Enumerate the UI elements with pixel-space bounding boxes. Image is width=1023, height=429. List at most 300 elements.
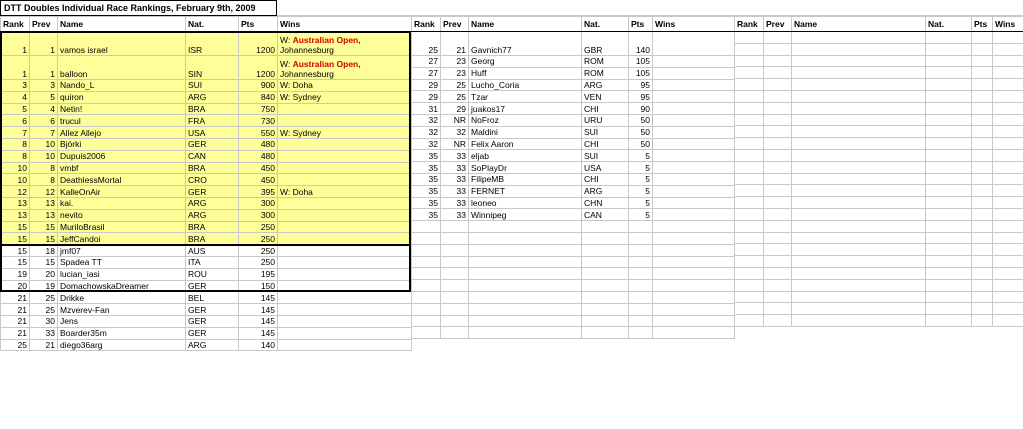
rank-cell[interactable] [412,221,441,233]
pts-cell[interactable] [972,114,993,126]
rank-cell[interactable]: 4 [1,91,30,103]
pts-cell[interactable] [972,208,993,220]
wins-cell[interactable] [278,280,412,292]
pts-cell[interactable]: 5 [629,173,653,185]
rank-cell[interactable]: 35 [412,150,441,162]
rank-cell[interactable] [735,67,764,79]
pts-cell[interactable]: 50 [629,114,653,126]
name-cell[interactable] [792,161,926,173]
wins-cell[interactable] [278,327,412,339]
pts-cell[interactable]: 250 [239,245,278,257]
name-cell[interactable]: quiron [58,91,186,103]
col-prev[interactable]: Prev [30,17,58,32]
wins-cell[interactable] [993,267,1023,279]
name-cell[interactable] [469,232,582,244]
nat-cell[interactable] [926,114,972,126]
wins-cell[interactable] [278,197,412,209]
wins-cell[interactable]: W: Doha [278,80,412,92]
wins-cell[interactable] [993,138,1023,150]
wins-cell[interactable] [653,56,735,68]
nat-cell[interactable] [926,126,972,138]
nat-cell[interactable]: CHN [582,197,629,209]
name-cell[interactable] [792,149,926,161]
rank-cell[interactable] [412,268,441,280]
pts-cell[interactable] [972,90,993,102]
prev-cell[interactable] [764,303,792,315]
pts-cell[interactable]: 840 [239,91,278,103]
pts-cell[interactable]: 140 [629,32,653,56]
nat-cell[interactable]: VEN [582,91,629,103]
rank-cell[interactable] [735,161,764,173]
rank-cell[interactable] [735,114,764,126]
nat-cell[interactable] [926,197,972,209]
name-cell[interactable] [469,303,582,315]
wins-cell[interactable] [993,256,1023,268]
rank-cell[interactable] [735,232,764,244]
name-cell[interactable] [792,126,926,138]
wins-cell[interactable] [653,103,735,115]
wins-cell[interactable] [993,102,1023,114]
pts-cell[interactable] [629,221,653,233]
rank-cell[interactable] [735,220,764,232]
wins-cell[interactable] [653,327,735,339]
nat-cell[interactable]: CHI [582,103,629,115]
prev-cell[interactable]: NR [441,114,469,126]
prev-cell[interactable]: 33 [441,162,469,174]
rank-cell[interactable]: 10 [1,174,30,186]
rank-cell[interactable]: 20 [1,280,30,292]
rank-cell[interactable] [412,256,441,268]
pts-cell[interactable]: 395 [239,186,278,198]
wins-cell[interactable] [653,79,735,91]
nat-cell[interactable]: URU [582,114,629,126]
name-cell[interactable]: eljab [469,150,582,162]
pts-cell[interactable]: 5 [629,185,653,197]
pts-cell[interactable] [972,197,993,209]
wins-cell[interactable] [993,90,1023,102]
rank-cell[interactable] [735,126,764,138]
name-cell[interactable] [792,279,926,291]
prev-cell[interactable]: 8 [30,162,58,174]
name-cell[interactable] [792,138,926,150]
prev-cell[interactable] [764,208,792,220]
prev-cell[interactable]: 33 [441,173,469,185]
name-cell[interactable] [469,327,582,339]
pts-cell[interactable]: 900 [239,80,278,92]
nat-cell[interactable]: ARG [186,197,239,209]
rank-cell[interactable]: 29 [412,91,441,103]
prev-cell[interactable] [764,256,792,268]
name-cell[interactable]: JeffCandoi [58,233,186,245]
pts-cell[interactable] [972,279,993,291]
rank-cell[interactable]: 5 [1,103,30,115]
wins-cell[interactable] [653,32,735,56]
rank-cell[interactable]: 1 [1,56,30,80]
name-cell[interactable] [792,220,926,232]
prev-cell[interactable]: 25 [441,91,469,103]
col-pts[interactable]: Pts [629,17,653,32]
rank-cell[interactable]: 32 [412,138,441,150]
rank-cell[interactable] [735,149,764,161]
wins-cell[interactable] [278,32,412,56]
wins-cell[interactable] [278,209,412,221]
nat-cell[interactable]: GER [186,327,239,339]
wins-cell[interactable] [653,138,735,150]
pts-cell[interactable] [629,327,653,339]
pts-cell[interactable] [972,67,993,79]
name-cell[interactable]: Maldini [469,126,582,138]
nat-cell[interactable]: ARG [186,91,239,103]
nat-cell[interactable] [926,291,972,303]
col-rank[interactable]: Rank [412,17,441,32]
pts-cell[interactable] [629,315,653,327]
nat-cell[interactable] [926,79,972,91]
wins-cell[interactable] [278,304,412,316]
wins-cell[interactable] [653,291,735,303]
prev-cell[interactable] [764,232,792,244]
rank-cell[interactable]: 35 [412,173,441,185]
prev-cell[interactable] [764,315,792,327]
wins-cell[interactable] [278,221,412,233]
nat-cell[interactable] [926,244,972,256]
rank-cell[interactable] [735,32,764,44]
prev-cell[interactable] [764,79,792,91]
nat-cell[interactable] [926,67,972,79]
pts-cell[interactable] [972,315,993,327]
rank-cell[interactable]: 19 [1,268,30,280]
wins-cell[interactable]: W: Sydney [278,127,412,139]
pts-cell[interactable] [629,256,653,268]
wins-cell[interactable] [993,126,1023,138]
prev-cell[interactable] [764,173,792,185]
pts-cell[interactable]: 95 [629,91,653,103]
name-cell[interactable] [792,197,926,209]
pts-cell[interactable] [972,43,993,55]
rank-cell[interactable]: 32 [412,114,441,126]
pts-cell[interactable] [972,185,993,197]
pts-cell[interactable] [972,291,993,303]
nat-cell[interactable]: BEL [186,292,239,304]
pts-cell[interactable]: 300 [239,209,278,221]
pts-cell[interactable] [972,126,993,138]
pts-cell[interactable]: 250 [239,221,278,233]
nat-cell[interactable]: SUI [582,150,629,162]
prev-cell[interactable]: 29 [441,103,469,115]
name-cell[interactable] [469,291,582,303]
nat-cell[interactable]: GBR [582,32,629,56]
prev-cell[interactable] [764,67,792,79]
name-cell[interactable] [792,185,926,197]
nat-cell[interactable] [926,303,972,315]
rank-cell[interactable]: 12 [1,186,30,198]
col-wins[interactable]: Wins [993,17,1023,32]
name-cell[interactable]: Nando_L [58,80,186,92]
wins-cell[interactable] [993,79,1023,91]
rank-cell[interactable]: 7 [1,127,30,139]
prev-cell[interactable]: 25 [30,304,58,316]
prev-cell[interactable]: 13 [30,209,58,221]
pts-cell[interactable]: 5 [629,209,653,221]
wins-cell[interactable] [993,232,1023,244]
pts-cell[interactable] [972,55,993,67]
wins-cell[interactable]: W: Sydney [278,91,412,103]
nat-cell[interactable] [926,220,972,232]
rank-cell[interactable] [412,303,441,315]
prev-cell[interactable]: 1 [30,56,58,80]
name-cell[interactable]: Allez Allejo [58,127,186,139]
nat-cell[interactable] [582,303,629,315]
nat-cell[interactable] [582,244,629,256]
prev-cell[interactable] [764,161,792,173]
rank-cell[interactable]: 35 [412,162,441,174]
name-cell[interactable]: FERNET [469,185,582,197]
rank-cell[interactable]: 15 [1,221,30,233]
pts-cell[interactable]: 730 [239,115,278,127]
nat-cell[interactable] [582,232,629,244]
rank-cell[interactable] [735,291,764,303]
rank-cell[interactable] [412,291,441,303]
rank-cell[interactable] [735,279,764,291]
col-pts[interactable]: Pts [972,17,993,32]
prev-cell[interactable] [764,90,792,102]
name-cell[interactable] [792,232,926,244]
prev-cell[interactable] [764,138,792,150]
name-cell[interactable]: balloon [58,56,186,80]
wins-cell[interactable] [653,91,735,103]
nat-cell[interactable] [926,232,972,244]
wins-cell[interactable] [653,280,735,292]
prev-cell[interactable]: 32 [441,126,469,138]
rank-cell[interactable] [412,280,441,292]
pts-cell[interactable] [972,303,993,315]
rank-cell[interactable] [735,138,764,150]
rank-cell[interactable] [735,256,764,268]
nat-cell[interactable] [926,185,972,197]
rank-cell[interactable]: 35 [412,185,441,197]
name-cell[interactable] [792,90,926,102]
name-cell[interactable] [792,32,926,44]
name-cell[interactable]: kai. [58,197,186,209]
nat-cell[interactable] [926,279,972,291]
rank-cell[interactable] [412,244,441,256]
rank-cell[interactable]: 13 [1,197,30,209]
name-cell[interactable]: SoPlayDr [469,162,582,174]
nat-cell[interactable]: CHI [582,173,629,185]
wins-cell[interactable] [993,114,1023,126]
name-cell[interactable]: Felix Aaron [469,138,582,150]
col-rank[interactable]: Rank [1,17,30,32]
prev-cell[interactable] [764,220,792,232]
name-cell[interactable]: DeathlessMortal [58,174,186,186]
rank-cell[interactable]: 15 [1,245,30,257]
nat-cell[interactable] [926,173,972,185]
wins-cell[interactable] [653,185,735,197]
wins-cell[interactable] [653,244,735,256]
wins-cell[interactable] [653,67,735,79]
rank-cell[interactable]: 21 [1,327,30,339]
rank-cell[interactable]: 35 [412,209,441,221]
prev-cell[interactable]: 30 [30,315,58,327]
nat-cell[interactable] [926,315,972,327]
nat-cell[interactable]: CAN [186,150,239,162]
name-cell[interactable] [792,315,926,327]
wins-cell[interactable] [278,315,412,327]
pts-cell[interactable]: 105 [629,56,653,68]
pts-cell[interactable]: 140 [239,339,278,351]
pts-cell[interactable]: 5 [629,162,653,174]
rank-cell[interactable]: 25 [412,32,441,56]
prev-cell[interactable]: 33 [30,327,58,339]
wins-cell[interactable] [653,268,735,280]
pts-cell[interactable]: 250 [239,233,278,245]
prev-cell[interactable] [764,55,792,67]
rank-cell[interactable]: 32 [412,126,441,138]
nat-cell[interactable]: USA [582,162,629,174]
rank-cell[interactable] [735,208,764,220]
name-cell[interactable] [792,256,926,268]
nat-cell[interactable]: ROM [582,67,629,79]
nat-cell[interactable]: BRA [186,221,239,233]
wins-cell[interactable] [278,233,412,245]
rank-cell[interactable]: 21 [1,292,30,304]
name-cell[interactable]: nevito [58,209,186,221]
wins-cell[interactable] [993,67,1023,79]
nat-cell[interactable]: CHI [582,138,629,150]
prev-cell[interactable]: 23 [441,56,469,68]
pts-cell[interactable]: 250 [239,256,278,268]
prev-cell[interactable] [764,267,792,279]
nat-cell[interactable] [582,315,629,327]
name-cell[interactable] [792,67,926,79]
pts-cell[interactable] [972,232,993,244]
prev-cell[interactable] [764,32,792,44]
pts-cell[interactable] [629,291,653,303]
nat-cell[interactable]: ITA [186,256,239,268]
wins-cell[interactable] [653,173,735,185]
col-prev[interactable]: Prev [764,17,792,32]
nat-cell[interactable] [926,32,972,44]
wins-cell[interactable] [278,56,412,80]
pts-cell[interactable] [629,303,653,315]
name-cell[interactable]: Björki [58,138,186,150]
name-cell[interactable]: vamos israel [58,32,186,56]
rank-cell[interactable]: 15 [1,233,30,245]
pts-cell[interactable]: 550 [239,127,278,139]
pts-cell[interactable]: 145 [239,292,278,304]
rank-cell[interactable]: 35 [412,197,441,209]
prev-cell[interactable]: 18 [30,245,58,257]
nat-cell[interactable] [926,90,972,102]
nat-cell[interactable]: GER [186,138,239,150]
rank-cell[interactable]: 1 [1,32,30,56]
nat-cell[interactable]: ROU [186,268,239,280]
prev-cell[interactable]: 5 [30,91,58,103]
nat-cell[interactable]: GER [186,304,239,316]
prev-cell[interactable] [441,256,469,268]
wins-cell[interactable] [993,208,1023,220]
name-cell[interactable]: FilipeMB [469,173,582,185]
nat-cell[interactable]: GER [186,186,239,198]
name-cell[interactable]: Lucho_Coria [469,79,582,91]
col-name[interactable]: Name [469,17,582,32]
pts-cell[interactable]: 450 [239,174,278,186]
name-cell[interactable]: trucul [58,115,186,127]
rank-cell[interactable]: 3 [1,80,30,92]
wins-cell[interactable] [278,292,412,304]
pts-cell[interactable]: 95 [629,79,653,91]
nat-cell[interactable]: BRA [186,233,239,245]
wins-cell[interactable] [653,256,735,268]
prev-cell[interactable] [764,244,792,256]
rank-cell[interactable] [735,267,764,279]
wins-cell[interactable] [278,339,412,351]
name-cell[interactable] [792,244,926,256]
wins-cell[interactable] [993,185,1023,197]
prev-cell[interactable] [764,149,792,161]
name-cell[interactable] [469,256,582,268]
nat-cell[interactable]: SUI [186,80,239,92]
name-cell[interactable]: MuriloBrasil [58,221,186,233]
name-cell[interactable] [792,79,926,91]
nat-cell[interactable]: ISR [186,32,239,56]
pts-cell[interactable]: 145 [239,315,278,327]
prev-cell[interactable]: 15 [30,221,58,233]
rank-cell[interactable]: 13 [1,209,30,221]
wins-cell[interactable] [278,103,412,115]
prev-cell[interactable]: 7 [30,127,58,139]
prev-cell[interactable]: 12 [30,186,58,198]
pts-cell[interactable]: 1200 [239,56,278,80]
prev-cell[interactable] [441,291,469,303]
wins-cell[interactable] [993,55,1023,67]
col-nat[interactable]: Nat. [926,17,972,32]
pts-cell[interactable] [629,232,653,244]
prev-cell[interactable] [764,197,792,209]
wins-cell[interactable] [993,173,1023,185]
rank-cell[interactable]: 6 [1,115,30,127]
col-wins[interactable]: Wins [278,17,412,32]
rank-cell[interactable]: 27 [412,67,441,79]
nat-cell[interactable] [582,221,629,233]
wins-cell[interactable] [993,279,1023,291]
name-cell[interactable]: leoneo [469,197,582,209]
wins-cell[interactable] [278,256,412,268]
nat-cell[interactable]: GER [186,315,239,327]
name-cell[interactable] [792,291,926,303]
name-cell[interactable]: Spadea TT [58,256,186,268]
wins-cell[interactable] [993,244,1023,256]
rank-cell[interactable] [735,55,764,67]
wins-cell[interactable] [653,150,735,162]
prev-cell[interactable] [441,327,469,339]
nat-cell[interactable]: GER [186,280,239,292]
wins-cell[interactable] [653,303,735,315]
pts-cell[interactable] [629,244,653,256]
prev-cell[interactable]: 21 [30,339,58,351]
rank-cell[interactable]: 8 [1,150,30,162]
prev-cell[interactable]: 15 [30,256,58,268]
rank-cell[interactable] [735,79,764,91]
name-cell[interactable] [792,55,926,67]
name-cell[interactable]: Netin! [58,103,186,115]
wins-cell[interactable] [993,303,1023,315]
prev-cell[interactable]: 25 [441,79,469,91]
rank-cell[interactable] [735,90,764,102]
pts-cell[interactable] [629,268,653,280]
name-cell[interactable]: KalleOnAir [58,186,186,198]
col-pts[interactable]: Pts [239,17,278,32]
prev-cell[interactable]: 20 [30,268,58,280]
